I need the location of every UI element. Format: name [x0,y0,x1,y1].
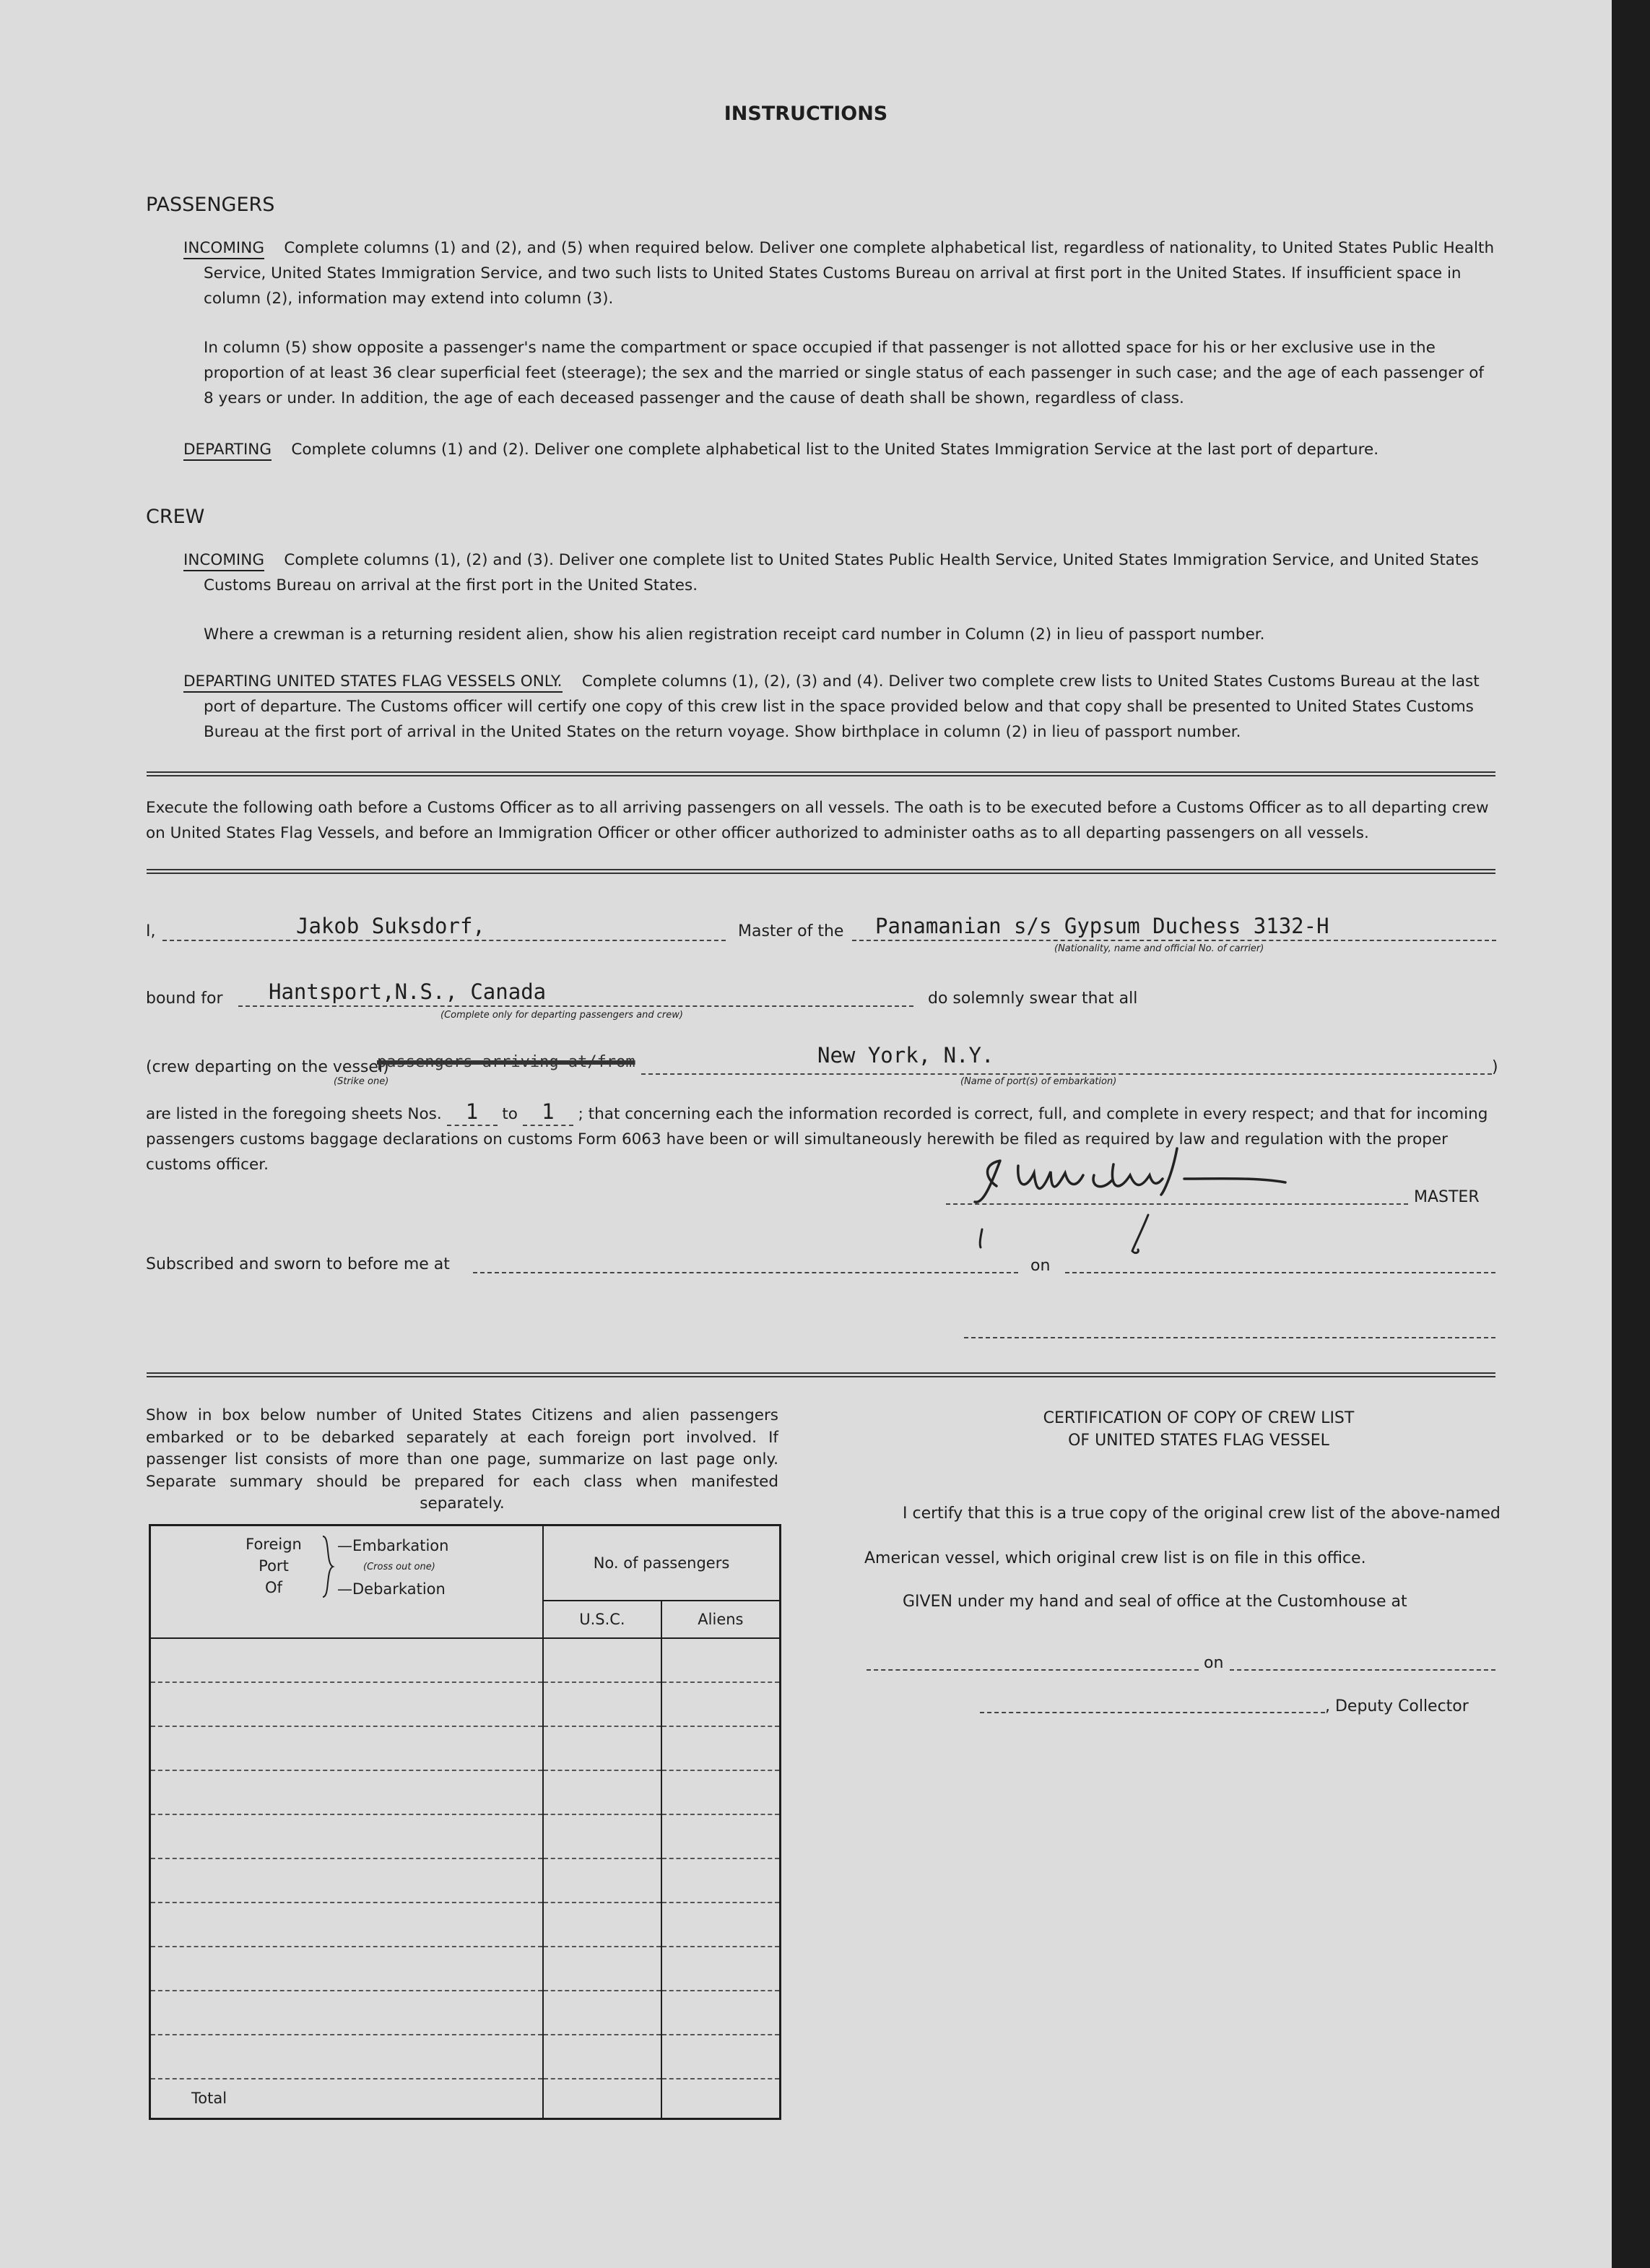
master-signature [946,1135,1379,1265]
oath-i-label: I, [146,922,156,940]
certification-line-2: American vessel, which original crew list is on file in this office. [864,1549,1366,1567]
crew-departing-paragraph [183,669,1496,745]
crew-departing-label: DEPARTING UNITED STATES FLAG VESSELS ONLY. [183,672,563,693]
cross-out-caption: (Cross out one) [363,1562,435,1572]
listed-label: are listed in the foregoing sheets Nos. [146,1105,442,1123]
oath-intro: Execute the following oath before a Customs Officer as to all arriving passengers on all vessels. The oath is to be executed before a Customs Officer as to all departing crew on United States Flag Vessels, and before an Immigration Officer or other officer authorized to administer oaths as to all departing passengers on all vessels. [146,799,1489,842]
master-name-line [162,940,726,941]
deputy-collector-label: , Deputy Collector [1325,1697,1469,1715]
certification-line-1: I certify that this is a true copy of the original crew list of the above-named [903,1505,1501,1523]
aliens-header: Aliens [661,1601,781,1638]
certification-heading [910,1407,1488,1452]
summary-instructions: Show in box below number of United States Citizens and alien passengers embarked or to be debarked separately at each foreign port involved. If passenger list consists of more than one page, summarize on last page only. Separate summary should be prepared for each class when manifested separately. [146,1406,778,1512]
crew-incoming-text: Complete columns (1), (2) and (3). Deliver one complete list to United States Public Health Service, United States Immigration Service, and United States Customs Bureau on arrival at the first port in the United States. [204,551,1479,594]
passengers-incoming-label: INCOMING [183,239,264,259]
passengers-departing-paragraph [183,437,1496,462]
master-name-value: Jakob Suksdorf, [296,914,485,938]
passenger-summary-table [149,1524,781,2120]
embarkation-label: —Embarkation [337,1537,449,1554]
brace-icon [318,1535,337,1598]
port-header [150,1525,544,1638]
passengers-departing-label: DEPARTING [183,441,272,461]
passengers-heading: PASSENGERS [146,194,275,216]
master-signature-line [946,1203,1408,1205]
port-line [641,1073,1492,1075]
crew-incoming-paragraph [183,547,1496,598]
divider-3 [147,1372,1495,1377]
certification-line-3: GIVEN under my hand and seal of office at the Customhouse at [903,1593,1407,1611]
destination-caption: (Complete only for departing passengers and crew) [440,1010,683,1021]
certification-date-line [1230,1669,1495,1671]
crew-departing-label: (crew departing on the vessel) [146,1058,389,1076]
sworn-label: Subscribed and sworn to before me at [146,1255,450,1273]
port-header-2: Port [259,1557,289,1575]
passengers-incoming-paragraph [183,235,1496,311]
master-label: MASTER [1414,1188,1480,1206]
port-caption: (Name of port(s) of embarkation) [960,1076,1117,1087]
usc-header: U.S.C. [543,1601,661,1638]
to-label: to [502,1105,518,1123]
crew-incoming-label: INCOMING [183,551,264,571]
crew-heading: CREW [146,506,205,528]
vessel-caption: (Nationality, name and official No. of carrier) [1054,943,1264,954]
port-value: New York, N.Y. [817,1043,994,1068]
port-header-3: Of [265,1579,282,1596]
customhouse-line [867,1669,1199,1671]
swear-label: do solemnly swear that all [928,990,1138,1008]
sheet-to: 1 [523,1099,573,1126]
vessel-value: Panamanian s/s Gypsum Duchess 3132-H [875,914,1329,938]
destination-line [238,1005,913,1007]
port-header-1: Foreign [246,1536,302,1553]
destination-value: Hantsport,N.S., Canada [269,979,547,1004]
no-passengers-header: No. of passengers [543,1525,781,1601]
divider-2 [147,869,1495,874]
debarkation-label: —Debarkation [337,1580,446,1598]
crew-resident-paragraph: Where a crewman is a returning resident alien, show his alien registration receipt card number in Column (2) in lieu of passport number. [204,626,1265,644]
passengers-departing-text: Complete columns (1) and (2). Deliver one complete alphabetical list to the United States Immigration Service at the last port of departure. [291,441,1379,459]
bound-for-label: bound for [146,990,223,1008]
deputy-signature-line [980,1712,1325,1713]
strike-caption: (Strike one) [334,1076,389,1087]
master-of-label: Master of the [738,922,844,940]
sworn-place-line [473,1272,1018,1273]
statement-text: ; that concerning each the information recorded is correct, full, and complete in every respect; and that for incoming passengers customs baggage declarations on customs Form 6063 have been or will simultaneously herewith be filed as required by law and regulation with the proper customs officer. [146,1105,1488,1174]
vessel-line [852,940,1496,941]
sworn-on-label: on [1030,1257,1051,1275]
divider-1 [147,771,1495,776]
sworn-officer-line [964,1337,1495,1338]
struck-out-text: passengers arriving at/from [377,1053,635,1071]
close-paren: ) [1492,1058,1498,1076]
page-title: INSTRUCTIONS [724,103,888,125]
total-label: Total [150,2079,544,2119]
crew-departing-text: Complete columns (1), (2), (3) and (4). Deliver two complete crew lists to United States Customs Bureau at the last port of departure. The Customs officer will certify one copy of this crew list in the space provided below and that copy shall be presented to United States Customs Bureau at the first port of arrival in the United States on the return voyage. Show birthplace in column (2) in lieu of passport number. [204,672,1480,741]
certification-on-label: on [1204,1654,1224,1672]
sworn-date-line [1065,1272,1495,1273]
certification-heading-2: OF UNITED STATES FLAG VESSEL [1068,1432,1329,1450]
passengers-incoming-text: Complete columns (1) and (2), and (5) when required below. Deliver one complete alphabetical list, regardless of nationality, to United States Public Health Service, United States Immigration Service, and two such lists to United States Customs Bureau on arrival at first port in the United States. If insufficient space in column (2), information may extend into column (3). [204,239,1495,308]
sheet-from: 1 [447,1099,498,1126]
passengers-column5-paragraph: In column (5) show opposite a passenger's name the compartment or space occupied if that passenger is not allotted space for his or her exclusive use in the proportion of at least 36 clear superficial feet (steerage); the sex and the married or single status of each passenger in such case; and the age of each passenger of 8 years or under. In addition, the age of each deceased passenger and the cause of death shall be shown, regardless of class. [204,339,1484,407]
certification-heading-1: CERTIFICATION OF COPY OF CREW LIST [1043,1409,1355,1427]
summary-rows [150,1638,781,2119]
